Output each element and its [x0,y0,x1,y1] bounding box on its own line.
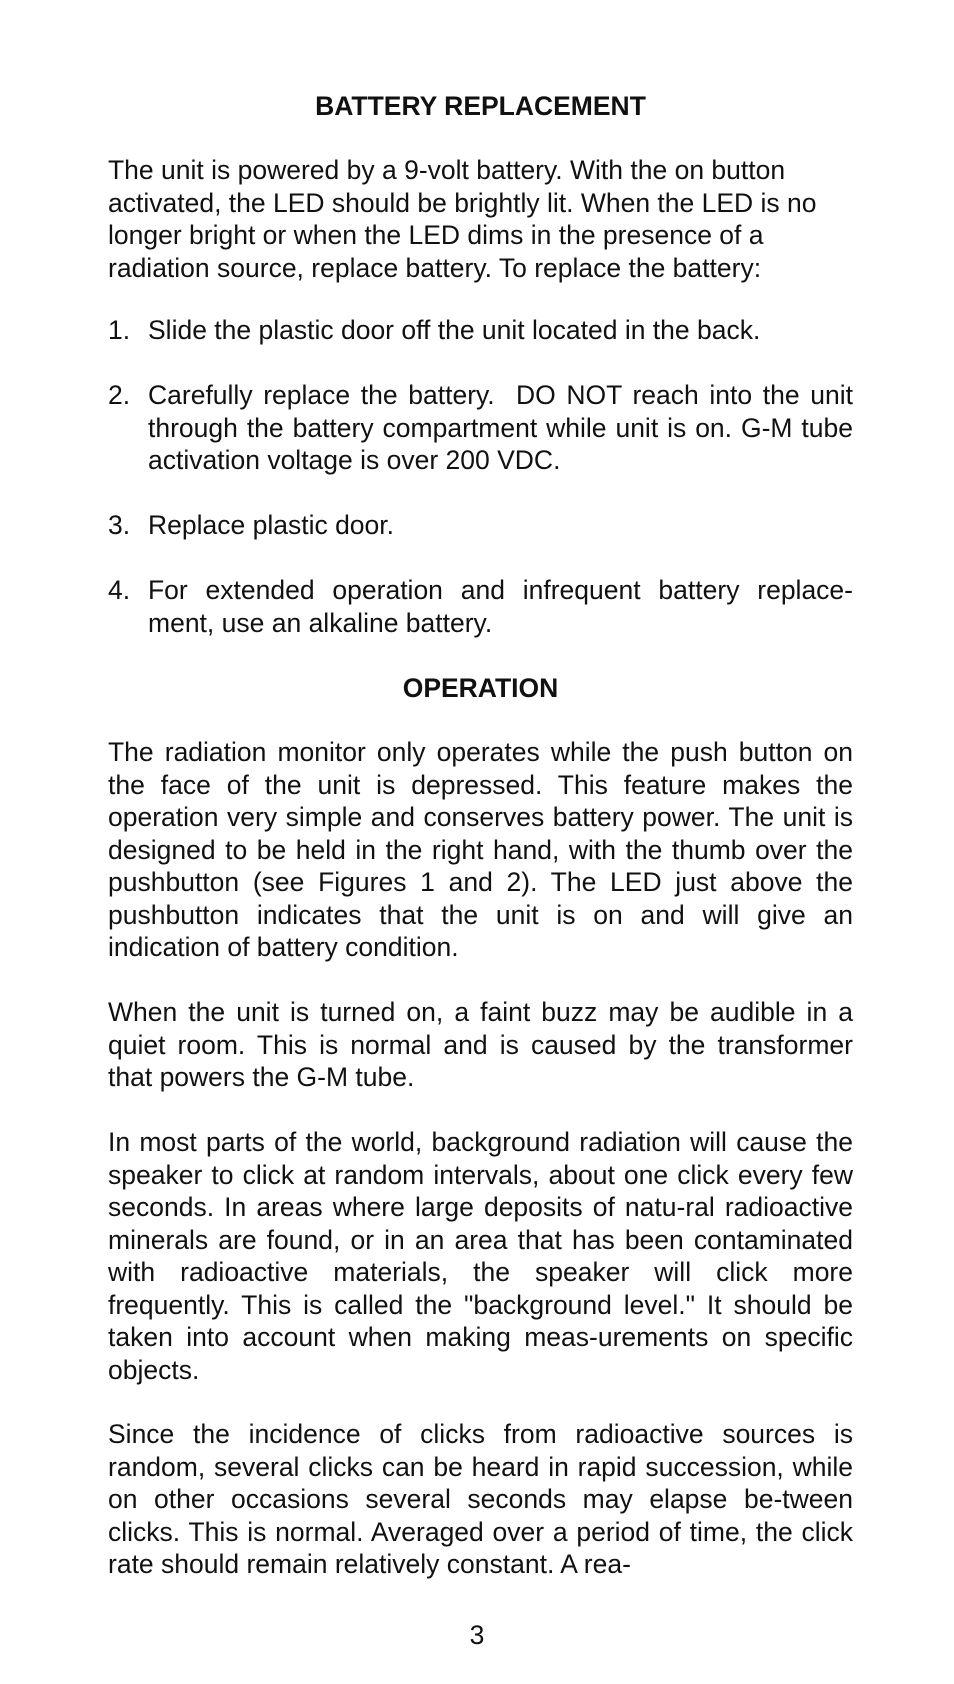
battery-step-3 [108,509,853,542]
step-number: 2. [108,380,131,410]
battery-step-4 [108,574,853,639]
operation-paragraph: When the unit is turned on, a faint buzz may be audible in a quiet room. This is normal and is caused by the transformer that powers the G-M tube. [108,997,853,1092]
battery-replacement-heading: BATTERY REPLACEMENT [315,91,646,121]
battery-step-2 [108,379,853,477]
step-text: For extended operation and infrequent battery replace-ment, use an alkaline battery. [148,575,853,638]
step-text: Replace plastic door. [148,510,395,540]
step-text: Carefully replace the battery. DO NOT reach into the unit through the battery compartment while unit is on. G-M tube activation voltage is over 200 VDC. [148,380,853,475]
step-number: 4. [108,575,131,605]
battery-step-1 [108,314,853,347]
operation-paragraph: Since the incidence of clicks from radioactive sources is random, several clicks can be heard in rapid succession, while on other occasions several seconds may elapse be-tween clicks. This is normal. Averaged over a period of time, the click rate should remain relatively constant. A rea- [108,1419,853,1579]
operation-heading: OPERATION [402,673,559,703]
step-text: Slide the plastic door off the unit located in the back. [148,315,761,345]
step-number: 3. [108,510,131,540]
battery-intro-paragraph: The unit is powered by a 9-volt battery. With the on button activated, the LED should be brightly lit. When the LED is no longer bright or when the LED dims in the presence of a radiation source, replace battery. To replace the battery: [108,155,817,283]
step-number: 1. [108,315,131,345]
operation-paragraph: The radiation monitor only operates while the push button on the face of the unit is depressed. This feature makes the operation very simple and conserves battery power. The unit is designed to be held in the right hand, with the thumb over the pushbutton (see Figures 1 and 2). The LED just above the pushbutton indicates that the unit is on and will give an indication of battery condition. [108,737,853,962]
page-number: 3 [469,1620,485,1650]
operation-paragraph: In most parts of the world, background radiation will cause the speaker to click at random intervals, about one click every few seconds. In areas where large deposits of natu-ral radioactive minerals are found, or in an area that has been contaminated with radioactive materials, the speaker will click more frequently. This is called the "background level." It should be taken into account when making meas-urements on specific objects. [108,1127,853,1385]
